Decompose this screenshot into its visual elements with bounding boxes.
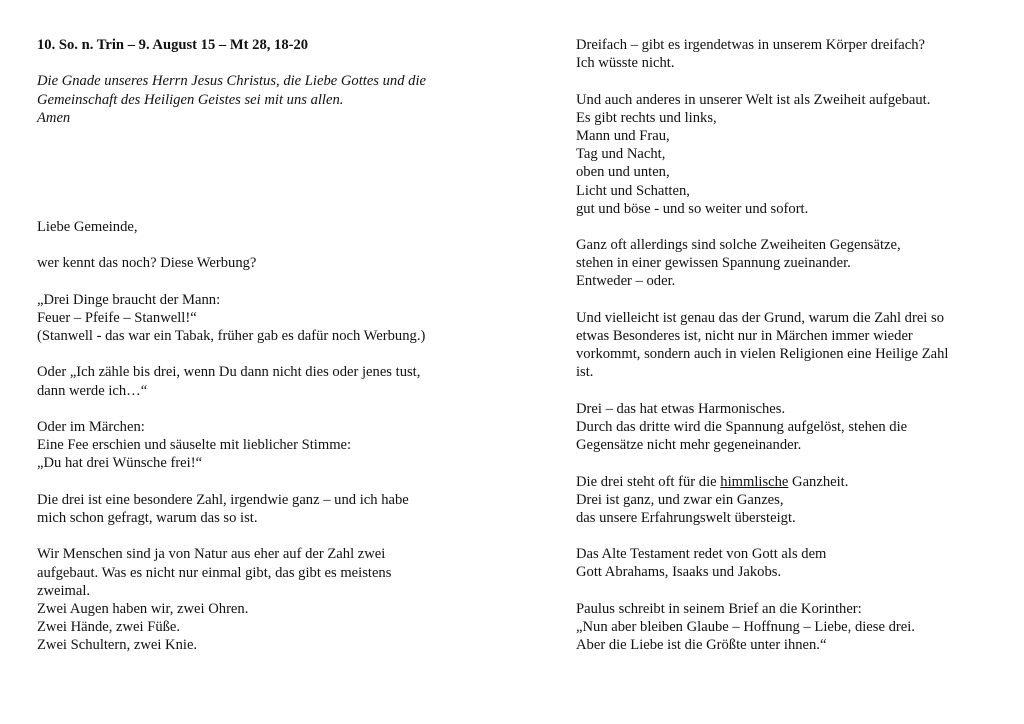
paragraph-line: Oder „Ich zähle bis drei, wenn Du dann nicht dies oder jenes tust, — [37, 364, 421, 381]
paragraph-line: Licht und Schatten, — [576, 182, 690, 199]
paragraph — [576, 236, 996, 291]
paragraph — [576, 545, 996, 581]
paragraph-line: Ganz oft allerdings sind solche Zweiheiten Gegensätze, — [576, 237, 901, 254]
paragraph-line: oben und unten, — [576, 164, 670, 181]
paragraph-line: Und vielleicht ist genau das der Grund, warum die Zahl drei so — [576, 309, 944, 326]
sermon-heading: 10. So. n. Trin – 9. August 15 – Mt 28, 18-20 — [37, 37, 309, 53]
paragraph-line: Gegensätze nicht mehr gegeneinander. — [576, 437, 802, 454]
text-span: Die drei steht oft für die — [576, 473, 721, 490]
paragraph-line: (Stanwell - das war ein Tabak, früher gab es dafür noch Werbung.) — [37, 328, 426, 345]
blessing — [37, 72, 487, 127]
underlined-word: himmlische — [720, 473, 789, 490]
paragraph-line: ist. — [576, 364, 594, 381]
paragraph — [37, 291, 487, 346]
paragraph-line: Ich wüsste nicht. — [576, 55, 675, 72]
paragraph-line: „Nun aber bleiben Glaube – Hoffnung – Liebe, diese drei. — [576, 619, 915, 635]
paragraph — [576, 400, 996, 455]
paragraph-line: Zwei Hände, zwei Füße. — [37, 619, 181, 636]
paragraph-line: das unsere Erfahrungswelt übersteigt. — [576, 509, 796, 526]
paragraph-line: „Du hat drei Wünsche frei!“ — [37, 455, 203, 472]
paragraph-line: Entweder – oder. — [576, 273, 676, 290]
paragraph-line: Paulus schreibt in seinem Brief an die Korinther: — [576, 600, 862, 617]
paragraph-line: etwas Besonderes ist, nicht nur in Märchen immer wieder — [576, 328, 913, 344]
paragraph — [576, 309, 996, 382]
paragraph — [576, 600, 996, 655]
paragraph-line: stehen in einer gewissen Spannung zueinander. — [576, 255, 851, 272]
paragraph-line: Zwei Schultern, zwei Knie. — [37, 637, 198, 654]
paragraph-line: mich schon gefragt, warum das so ist. — [37, 509, 258, 526]
paragraph-line: Gott Abrahams, Isaaks und Jakobs. — [576, 564, 782, 581]
paragraph-line: zweimal. — [37, 582, 91, 599]
paragraph-line: Eine Fee erschien und säuselte mit lieblicher Stimme: — [37, 437, 352, 454]
left-page — [37, 36, 487, 654]
paragraph-line: Durch das dritte wird die Spannung aufgelöst, stehen die — [576, 418, 908, 435]
paragraph — [576, 473, 996, 528]
paragraph-line — [576, 473, 996, 491]
paragraph-line: Feuer – Pfeife – Stanwell!“ — [37, 309, 197, 326]
paragraph-line: vorkommt, sondern auch in vielen Religionen eine Heilige Zahl — [576, 346, 949, 363]
text-span: Ganzheit. — [788, 473, 849, 490]
blessing-amen: Amen — [37, 109, 71, 126]
paragraph-line: „Drei Dinge braucht der Mann: — [37, 291, 221, 308]
paragraph-line: Wir Menschen sind ja von Natur aus eher auf der Zahl zwei — [37, 546, 386, 563]
paragraph-line: Aber die Liebe ist die Größte unter ihnen.“ — [576, 637, 827, 654]
paragraph-line: Und auch anderes in unserer Welt ist als Zweiheit aufgebaut. — [576, 91, 931, 108]
paragraph-line: Das Alte Testament redet von Gott als dem — [576, 546, 827, 563]
greeting: Liebe Gemeinde, — [37, 218, 138, 235]
paragraph — [576, 91, 996, 218]
paragraph-line: Zwei Augen haben wir, zwei Ohren. — [37, 600, 249, 617]
paragraph — [37, 363, 487, 399]
blessing-line: Gemeinschaft des Heiligen Geistes sei mit uns allen. — [37, 91, 344, 108]
paragraph-line: Die drei ist eine besondere Zahl, irgendwie ganz – und ich habe — [37, 491, 409, 508]
paragraph-line: Drei ist ganz, und zwar ein Ganzes, — [576, 491, 784, 508]
right-page — [576, 36, 996, 654]
paragraph — [37, 545, 487, 654]
paragraph-line: Oder im Märchen: — [37, 419, 145, 435]
paragraph-line: Es gibt rechts und links, — [576, 109, 717, 126]
paragraph-line: aufgebaut. Was es nicht nur einmal gibt, das gibt es meistens — [37, 564, 392, 581]
paragraph-line: gut und böse - und so weiter und sofort. — [576, 200, 809, 217]
paragraph — [37, 418, 487, 473]
paragraph-line: dann werde ich…“ — [37, 382, 148, 399]
paragraph — [37, 491, 487, 527]
blessing-line: Die Gnade unseres Herrn Jesus Christus, die Liebe Gottes und die — [37, 73, 426, 90]
paragraph-line: Mann und Frau, — [576, 127, 670, 144]
paragraph-line: wer kennt das noch? Diese Werbung? — [37, 255, 257, 272]
paragraph — [576, 36, 996, 72]
paragraph-line: Tag und Nacht, — [576, 146, 666, 163]
paragraph-line: Dreifach – gibt es irgendetwas in unserem Körper dreifach? — [576, 37, 926, 53]
paragraph-line: Drei – das hat etwas Harmonisches. — [576, 400, 786, 417]
